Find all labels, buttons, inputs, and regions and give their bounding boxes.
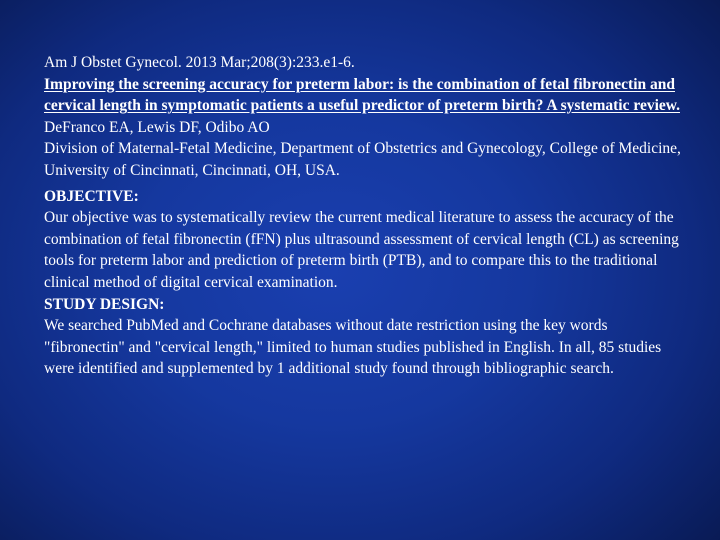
study-design-text: We searched PubMed and Cochrane databases without date restriction using the key words "fibronectin" and "cervical length," limited to human studies published in English. In all, 85 studies were identified and supplemented by 1 additional study found through bibliographic search. — [44, 317, 662, 378]
authors: DeFranco EA, Lewis DF, Odibo AO — [44, 118, 270, 136]
abstract-text-box — [44, 52, 684, 380]
journal-citation: Am J Obstet Gynecol. 2013 Mar;208(3):233.e1-6. — [44, 54, 355, 71]
study-design-heading: STUDY DESIGN: — [44, 295, 165, 313]
objective-text: Our objective was to systematically review the current medical literature to assess the accuracy of the combination of fetal fibronectin (fFN) plus ultrasound assessment of cervical length (CL) as screening tools for preterm labor and prediction of preterm birth (PTB), and to compare this to the traditional clinical method of digital cervical examination. — [44, 209, 679, 291]
article-title-link[interactable]: Improving the screening accuracy for preterm labor: is the combination of fetal fibronectin and cervical length in symptomatic patients a useful predictor of preterm birth? A systematic review. — [44, 75, 680, 115]
affiliation: Division of Maternal-Fetal Medicine, Department of Obstetrics and Gynecology, College of Medicine, University of Cincinnati, Cincinnati, OH, USA. — [44, 140, 681, 179]
objective-heading: OBJECTIVE: — [44, 187, 139, 205]
